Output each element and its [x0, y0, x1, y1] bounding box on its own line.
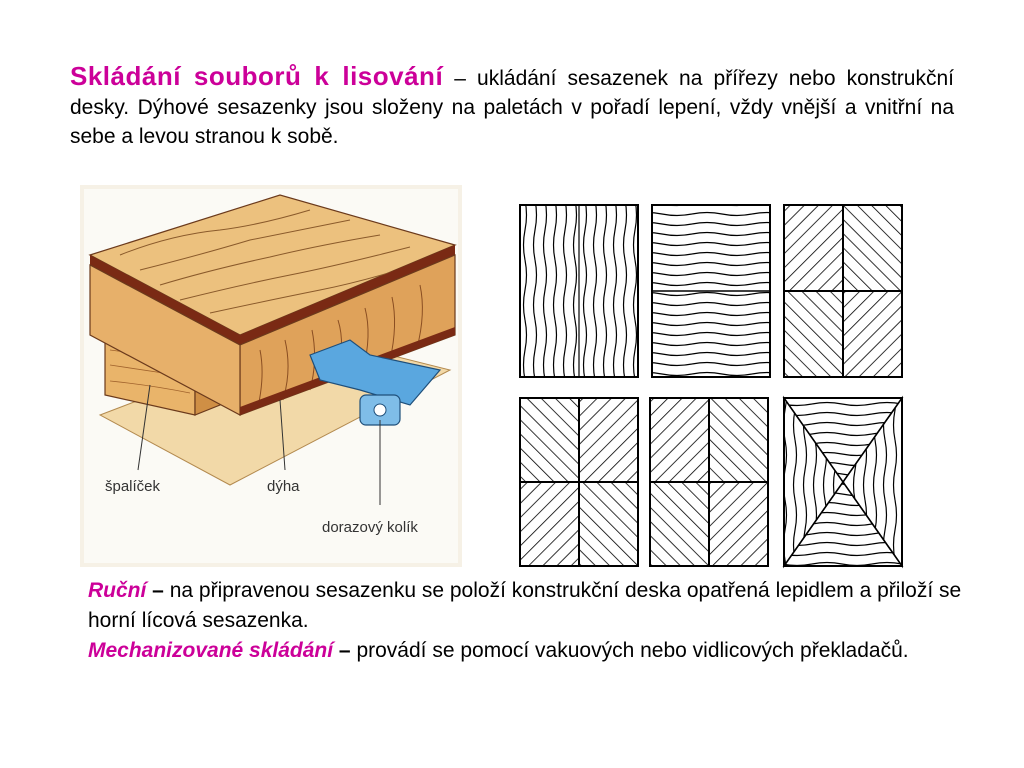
label-kolik: dorazový kolík: [322, 519, 418, 536]
intro-paragraph: [70, 62, 954, 151]
dash-manual: –: [146, 579, 170, 602]
text-mechanized: provádí se pomocí vakuových nebo vidlicových překladačů.: [356, 639, 909, 662]
pattern-sunburst-match: [784, 398, 902, 566]
dash-mechanized: –: [333, 639, 357, 662]
pattern-four-way-match: [650, 398, 768, 566]
label-spalicek: špalíček: [105, 478, 161, 495]
intro-text: – ukládání sesazenek na přířezy nebo konstrukční desky. Dýhové sesazenky jsou složeny na paletách v pořadí lepení, vždy vnější a vnitřní na sebe a levou stranou k sobě.: [70, 67, 954, 148]
term-mechanized: Mechanizované skládání: [88, 639, 334, 662]
pattern-horizontal-slip: [652, 205, 770, 377]
veneer-assembly-illustration: [80, 185, 462, 567]
slide-heading: Skládání souborů k lisování: [70, 61, 444, 91]
term-manual: Ruční: [88, 579, 147, 602]
veneer-pattern-grid: [512, 200, 912, 572]
method-description: [88, 576, 968, 666]
label-dyha: dýha: [267, 478, 300, 495]
pattern-diamond-match-upper: [784, 205, 902, 377]
pattern-book-match-vertical: [520, 205, 638, 377]
text-manual: na připravenou sesazenku se položí konstrukční deska opatřená lepidlem a přiloží se horní lícová sesazenka.: [88, 579, 962, 632]
pattern-diamond-match-lower: [520, 398, 638, 566]
